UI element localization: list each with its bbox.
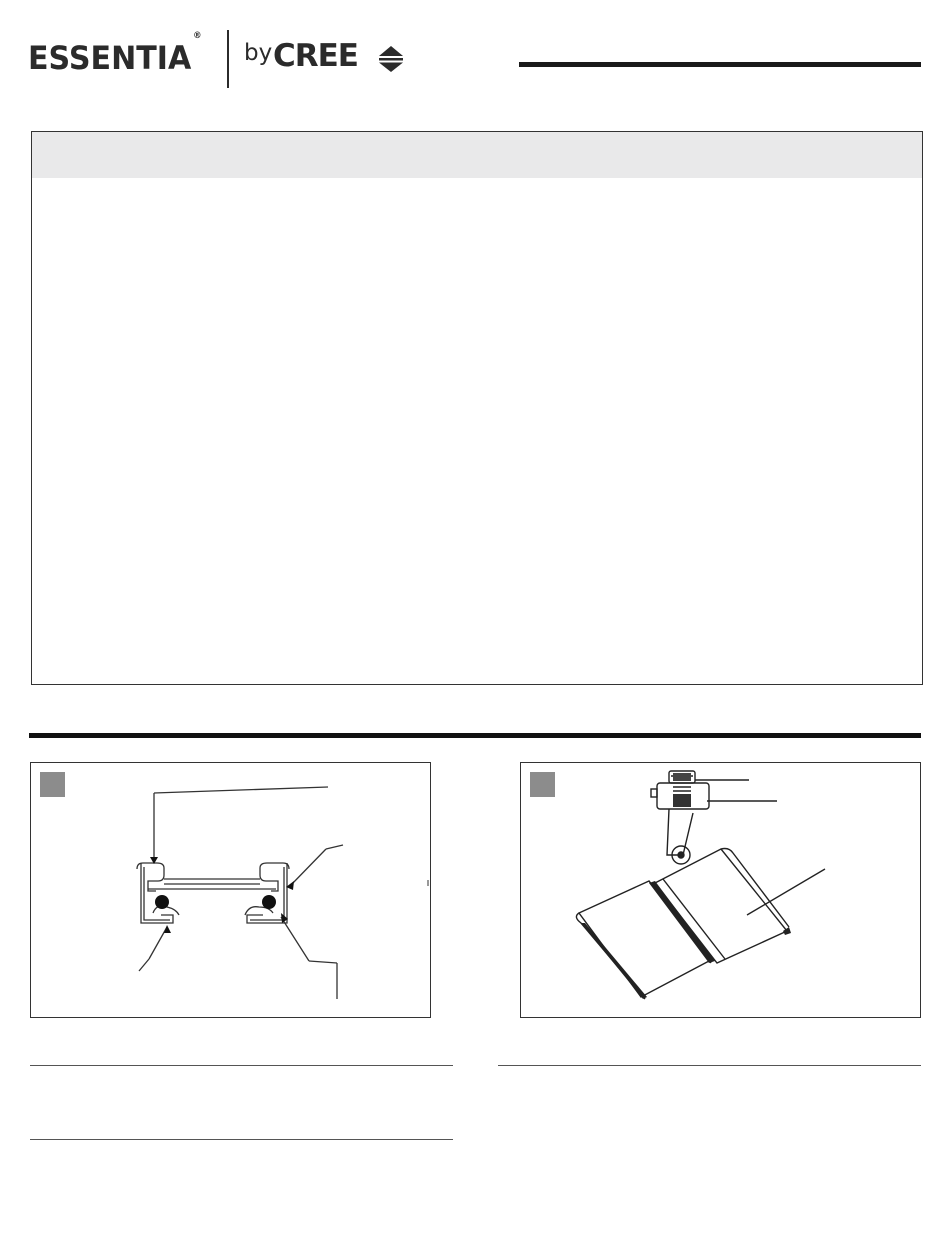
logo-by: by (244, 40, 273, 66)
cree-diamond-arrows-icon (376, 44, 406, 74)
header-rule (519, 62, 921, 67)
left-column-rule-top (30, 1065, 453, 1066)
brand-name: ESSENTIA® (28, 31, 202, 77)
section-rule (29, 733, 921, 738)
figure-1-track-profile (30, 762, 431, 1018)
logo-divider (227, 30, 229, 88)
left-column-rule-bottom (30, 1139, 453, 1140)
company-name: CREE (273, 38, 358, 74)
track-head-drawing (521, 763, 920, 1017)
right-column-rule-top (498, 1065, 921, 1066)
track-profile-drawing (31, 763, 430, 1017)
figure-2-track-head (520, 762, 921, 1018)
specification-box (31, 131, 923, 685)
essentia-by-cree-logo (28, 26, 358, 90)
specification-box-header (32, 132, 922, 178)
